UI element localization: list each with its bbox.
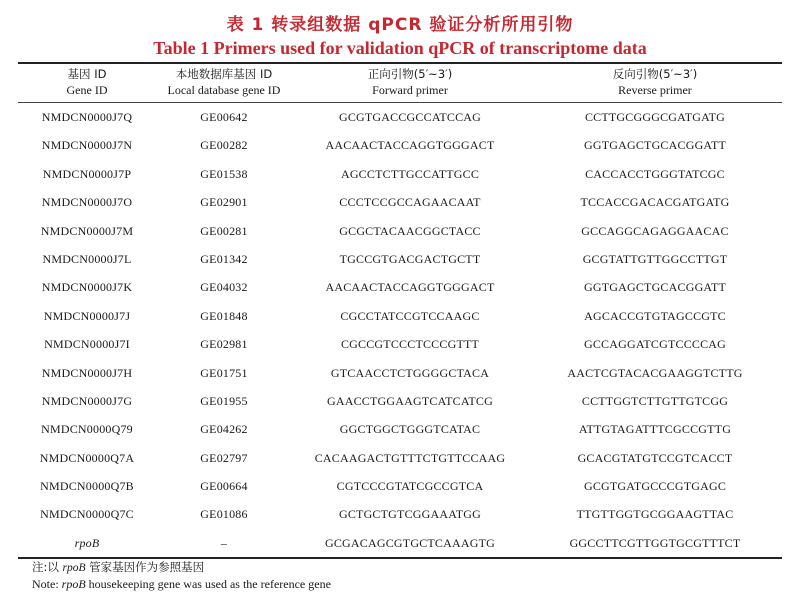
local-id-cell: GE01342 [200, 251, 248, 266]
note-cn-prefix: 注:以 [32, 560, 63, 574]
forward-primer-cell: CGTCCCGTATCGCCGTCA [336, 479, 484, 494]
forward-primer-cell: CCCTCCGCCAGAACAAT [339, 195, 481, 210]
reverse-primer-cell: ATTGTAGATTTCGCCGTTG [578, 422, 732, 437]
table-note-en [32, 577, 331, 592]
reverse-primer-cell: GCCAGGCAGAGGAACAC [581, 223, 729, 238]
gene-id-cell: NMDCN0000J7N [41, 138, 133, 153]
table-body [18, 103, 782, 557]
gene-id-cell: NMDCN0000J7J [43, 308, 131, 323]
forward-primer-cell: AGCCTCTTGCCATTGCC [340, 166, 480, 181]
header-forward-primer-en: Forward primer [372, 83, 448, 97]
forward-primer-cell: GCGCTACAACGGCTACC [339, 223, 481, 238]
note-en-prefix: Note: [32, 577, 62, 591]
table-row [18, 188, 782, 216]
gene-id-cell: NMDCN0000Q7C [40, 507, 134, 522]
header-forward-primer [292, 66, 528, 98]
header-reverse-primer-cn: 反向引物(5′~3′) [612, 67, 698, 81]
table-row [18, 131, 782, 159]
local-id-cell: – [220, 535, 228, 550]
reverse-primer-cell: CCTTGCGGGCGATGATG [584, 110, 726, 124]
forward-primer-cell: GCGACAGCGTGCTCAAAGTG [324, 535, 495, 550]
table-row [18, 217, 782, 245]
reverse-primer-cell: AACTCGTACACGAAGGTCTTG [567, 365, 743, 380]
local-id-cell: GE02901 [200, 195, 248, 210]
header-reverse-primer [528, 66, 782, 98]
reverse-primer-cell: GCACGTATGTCCGTCACCT [577, 450, 733, 465]
forward-primer-cell: GTCAACCTCTGGGGCTACA [330, 365, 490, 380]
gene-id-cell: NMDCN0000Q7B [40, 479, 134, 494]
table-row [18, 330, 782, 358]
local-id-cell: GE00664 [200, 479, 248, 494]
header-gene-id [18, 66, 156, 98]
gene-id-cell: rpoB [74, 535, 100, 550]
reverse-primer-cell: TTGTTGGTGCGGAAGTTAC [576, 507, 734, 522]
local-id-cell: GE04262 [200, 422, 248, 437]
reverse-primer-cell: GCGTGATGCCCGTGAGC [583, 479, 727, 494]
local-id-cell: GE00642 [200, 110, 248, 124]
table-row [18, 444, 782, 472]
table-top-rule [18, 62, 782, 64]
table-header [18, 66, 782, 100]
table-row [18, 500, 782, 528]
header-gene-id-cn: 基因 ID [67, 67, 107, 81]
gene-id-cell: NMDCN0000J7H [41, 365, 133, 380]
table-row [18, 103, 782, 131]
gene-id-cell: NMDCN0000J7I [44, 337, 130, 352]
gene-id-cell: NMDCN0000J7P [42, 166, 132, 181]
note-en-suffix: housekeeping gene was used as the reference gene [85, 577, 331, 591]
table-row [18, 472, 782, 500]
gene-id-cell: NMDCN0000J7M [40, 223, 134, 238]
reverse-primer-cell: CACCACCTGGGTATCGC [585, 166, 725, 181]
table-row [18, 415, 782, 443]
header-gene-id-en: Gene ID [66, 83, 108, 97]
local-id-cell: GE00281 [200, 223, 248, 238]
note-en-gene: rpoB [61, 577, 86, 591]
reverse-primer-cell: GCCAGGATCGTCCCCAG [583, 337, 727, 352]
table-caption-cn: 表 1 转录组数据 qPCR 验证分析所用引物 [226, 15, 574, 35]
forward-primer-cell: GGCTGGCTGGGTCATAC [339, 422, 481, 437]
header-local-id [156, 66, 292, 98]
reverse-primer-cell: GCGTATTGTTGGCCTTGT [582, 251, 728, 266]
forward-primer-cell: CGCCTATCCGTCCAAGC [340, 308, 480, 323]
note-cn-gene: rpoB [62, 562, 86, 574]
table-row [18, 359, 782, 387]
reverse-primer-cell: GGTGAGCTGCACGGATT [583, 138, 727, 153]
local-id-cell: GE04032 [200, 280, 248, 295]
gene-id-cell: NMDCN0000J7O [41, 195, 133, 210]
forward-primer-cell: AACAACTACCAGGTGGGACT [325, 280, 495, 295]
forward-primer-cell: GAACCTGGAAGTCATCATCG [326, 393, 493, 408]
table-row [18, 160, 782, 188]
header-reverse-primer-en: Reverse primer [618, 83, 692, 97]
local-id-cell: GE02797 [200, 450, 248, 465]
local-id-cell: GE01848 [200, 308, 248, 323]
forward-primer-cell: CGCCGTCCCTCCCGTTT [340, 337, 480, 352]
forward-primer-cell: CACAAGACTGTTTCTGTTCCAAG [314, 450, 506, 465]
table-row [18, 387, 782, 415]
forward-primer-cell: GCTGCTGTCGGAAATGG [338, 507, 482, 522]
reverse-primer-cell: GGTGAGCTGCACGGATT [583, 280, 727, 295]
local-id-cell: GE01751 [200, 365, 248, 380]
table-row [18, 245, 782, 273]
table-row [18, 302, 782, 330]
header-forward-primer-cn: 正向引物(5′~3′) [367, 67, 453, 81]
local-id-cell: GE02981 [200, 337, 248, 352]
gene-id-cell: NMDCN0000J7K [41, 280, 133, 295]
reverse-primer-cell: TCCACCGACACGATGATG [580, 195, 730, 210]
reverse-primer-cell: GGCCTTCGTTGGTGCGTTTCT [569, 535, 741, 550]
local-id-cell: GE01955 [200, 393, 248, 408]
gene-id-cell: NMDCN0000Q7A [39, 450, 135, 465]
forward-primer-cell: TGCCGTGACGACTGCTT [339, 251, 481, 266]
note-cn-suffix: 管家基因作为参照基因 [85, 560, 205, 574]
table-note-cn [32, 559, 204, 575]
table-caption-en: Table 1 Primers used for validation qPCR of transcriptome data [153, 38, 647, 58]
local-id-cell: GE01086 [200, 507, 248, 522]
gene-id-cell: NMDCN0000J7Q [41, 110, 133, 124]
table-row [18, 529, 782, 557]
gene-id-cell: NMDCN0000Q79 [41, 422, 133, 437]
gene-id-cell: NMDCN0000J7G [41, 393, 133, 408]
local-id-cell: GE01538 [200, 166, 248, 181]
gene-id-cell: NMDCN0000J7L [42, 251, 132, 266]
forward-primer-cell: GCGTGACCGCCATCCAG [338, 110, 482, 124]
table-row [18, 273, 782, 301]
header-local-id-en: Local database gene ID [167, 83, 281, 97]
reverse-primer-cell: AGCACCGTGTAGCCGTC [584, 308, 726, 323]
forward-primer-cell: AACAACTACCAGGTGGGACT [325, 138, 495, 153]
header-local-id-cn: 本地数据库基因 ID [175, 67, 273, 81]
reverse-primer-cell: CCTTGGTCTTGTTGTCGG [581, 393, 729, 408]
local-id-cell: GE00282 [200, 138, 248, 153]
